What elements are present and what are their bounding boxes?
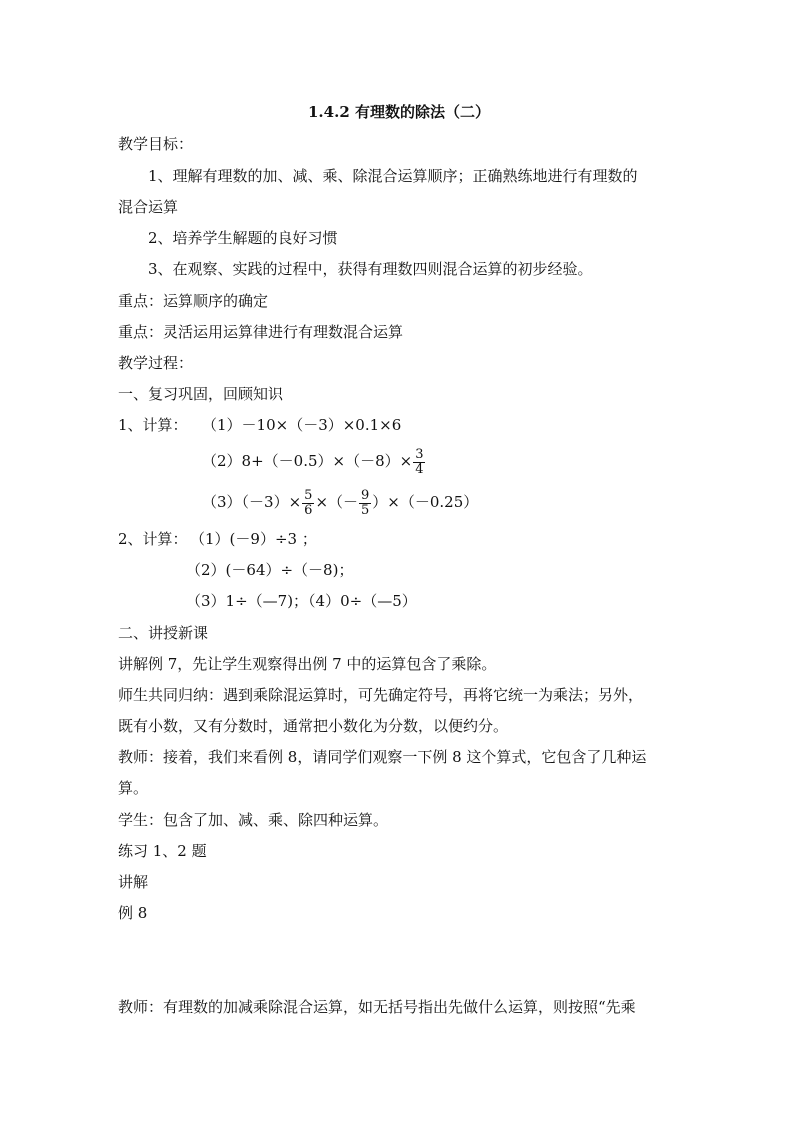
section-1-heading: 一、复习巩固，回顾知识 xyxy=(118,385,284,403)
document-title: 1.4.2 有理数的除法（二） xyxy=(308,103,490,121)
paragraph-1: 讲解例 7，先让学生观察得出例 7 中的运算包含了乘除。 xyxy=(118,655,497,673)
objective-3: 3、在观察、实践的过程中，获得有理数四则混合运算的初步经验。 xyxy=(148,260,593,278)
practice-line: 练习 1、2 题 xyxy=(118,842,207,860)
objectives-heading: 教学目标： xyxy=(118,135,194,153)
explain-line: 讲解 xyxy=(118,873,149,891)
fraction-numerator: 5 xyxy=(304,487,313,503)
objective-2: 2、培养学生解题的良好习惯 xyxy=(148,229,338,247)
objective-1-line2: 混合运算 xyxy=(118,198,179,216)
fraction-5-6 xyxy=(302,489,314,518)
exercise-2-item-2: （2）(－64）÷（－8)； xyxy=(186,561,354,579)
exercise-1-item-3-text-c: ）×（－0.25） xyxy=(372,493,479,511)
key-point-1: 重点：运算顺序的确定 xyxy=(118,292,269,310)
exercise-1-item-3 xyxy=(202,481,478,523)
exercise-2-label: 2、计算： xyxy=(118,530,188,548)
fraction-numerator: 3 xyxy=(415,446,424,462)
section-2-heading: 二、讲授新课 xyxy=(118,624,209,642)
exercise-1-item-3-text-b: ×（－ xyxy=(315,493,359,511)
paragraph-5: 教师：有理数的加减乘除混合运算，如无括号指出先做什么运算，则按照“先乘 xyxy=(118,998,636,1016)
process-heading: 教学过程： xyxy=(118,354,194,372)
fraction-3-4 xyxy=(413,448,425,477)
paragraph-2-line1: 师生共同归纳：遇到乘除混运算时，可先确定符号，再将它统一为乘法；另外， xyxy=(118,686,644,704)
fraction-denominator: 6 xyxy=(304,502,313,518)
fraction-denominator: 4 xyxy=(415,461,424,477)
key-point-2: 重点：灵活运用运算律进行有理数混合运算 xyxy=(118,323,404,341)
exercise-1-item-2-text: （2）8+（－0.5）×（－8）× xyxy=(202,452,413,470)
objective-1-line1: 1、理解有理数的加、减、乘、除混合运算顺序；正确熟练地进行有理数的 xyxy=(148,167,638,185)
fraction-9-5 xyxy=(359,489,371,518)
paragraph-4: 学生：包含了加、减、乘、除四种运算。 xyxy=(118,811,389,829)
exercise-1-item-3-text-a: （3）（－3）× xyxy=(202,493,302,511)
paragraph-3-line1: 教师：接着，我们来看例 8，请同学们观察一下例 8 这个算式，它包含了几种运 xyxy=(118,748,647,766)
paragraph-2-line2: 既有小数，又有分数时，通常把小数化为分数，以便约分。 xyxy=(118,717,509,735)
exercise-2-item-3: （3）1÷（—7)；（4）0÷（—5） xyxy=(186,592,417,610)
exercise-1-label: 1、计算： xyxy=(118,416,188,434)
exercise-1-item-2 xyxy=(202,440,426,482)
exercise-2-item-1: （1）(－9）÷3 ； xyxy=(190,530,317,548)
paragraph-3-line2: 算。 xyxy=(118,779,149,797)
example-8-line: 例 8 xyxy=(118,904,148,922)
fraction-numerator: 9 xyxy=(361,487,370,503)
fraction-denominator: 5 xyxy=(361,502,370,518)
exercise-1-item-1: （1）－10×（－3）×0.1×6 xyxy=(202,416,402,434)
